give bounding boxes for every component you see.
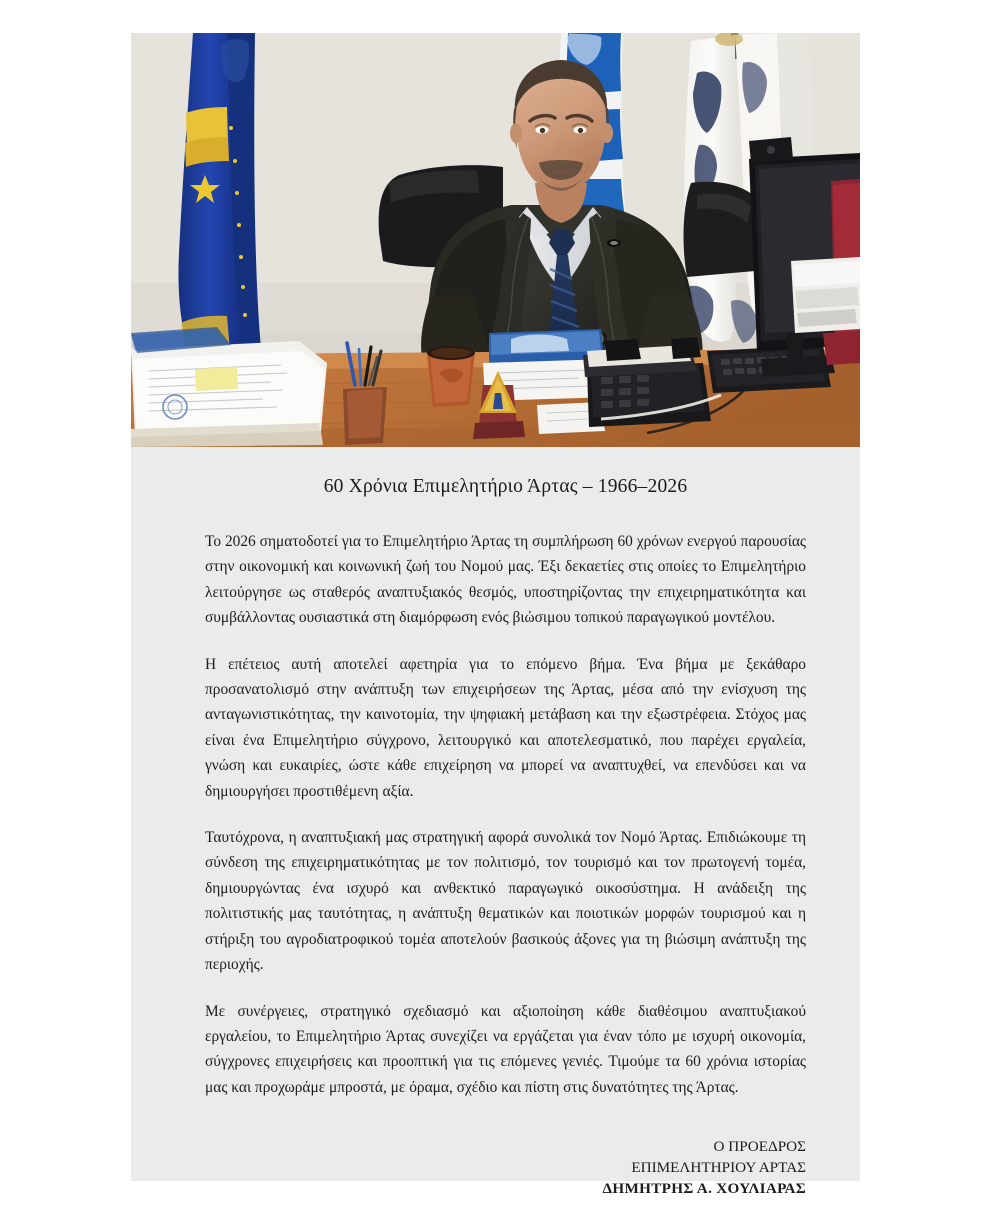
letter-body <box>131 447 860 1199</box>
signature-organization: ΕΠΙΜΕΛΗΤΗΡΙΟΥ ΑΡΤΑΣ <box>631 1159 806 1177</box>
paragraph-4: Με συνέργειες, στρατηγικό σχεδιασμό και αξιοποίηση κάθε διαθέσιμου αναπτυξιακού εργαλείου, το Επιμελητήριο Άρτας συνεχίζει να εργάζεται για έναν τόπο με ισχυρή οικονομία, σύγχρονες επιχειρήσεις και προοπτική για τις επόμενες γενιές. Τιμούμε τα 60 χρόνια ιστορίας μας και προχωράμε μπροστά, με όραμα, σχέδιο και πίστη στις δυνατότητες της Άρτας. <box>205 1002 806 1096</box>
photo-scene <box>131 33 860 447</box>
paragraph-1: Το 2026 σηματοδοτεί για το Επιμελητήριο Άρτας τη συμπλήρωση 60 χρόνων ενεργού παρουσίας στην οικονομική και κοινωνική ζωή του Νομού μας. Έξι δεκαετίες στις οποίες το Επιμελητήριο λειτούργησε ως σταθερός αναπτυξιακός θεσμός, υποστηρίζοντας την επιχειρηματικότητα και συμβάλλοντας ουσιαστικά στη διαμόρφωση ενός βιώσιμου τοπικού παραγωγικού μοντέλου. <box>205 533 806 627</box>
paragraph-2: Η επέτειος αυτή αποτελεί αφετηρία για το επόμενο βήμα. Ένα βήμα με ξεκάθαρο προσανατολισμό στην ανάπτυξη των επιχειρήσεων της Άρτας, μέσα από την ενίσχυση της ανταγωνιστικότητας, την καινοτομία, την ψηφιακή μετάβαση και την εξωστρέφεια. Στόχος μας είναι ένα Επιμελητήριο σύγχρονο, λειτουργικό και αποτελεσματικό, που παρέχει εργαλεία, γνώση και ευκαιρίες, ώστε κάθε επιχείρηση να μπορεί να αναπτυχθεί, να επενδύσει και να δημιουργήσει προστιθέμενη αξία. <box>205 655 806 800</box>
letter-card <box>131 33 860 1198</box>
president-photograph <box>131 33 860 447</box>
signature-block <box>205 1136 806 1199</box>
coffee-cup <box>427 346 475 407</box>
eu-flag <box>178 33 261 351</box>
paragraph-3: Ταυτόχρονα, η αναπτυξιακή μας στρατηγική αφορά συνολικά τον Νομό Άρτας. Επιδιώκουμε τη σύνδεση της επιχειρηματικότητας με τον πολιτισμό, τον τουρισμό και τον πρωτογενή τομέα, δημιουργώντας ένα ισχυρό και ανθεκτικό παραγωγικό οικοσύστημα. Η ανάδειξη της πολιτιστικής μας ταυτότητας, η ανάπτυξη θεματικών και ποιοτικών μορφών τουρισμού και η στήριξη του αγροδιατροφικού τομέα αποτελούν βασικούς άξονες για τη βιώσιμη ανάπτυξη της περιοχής. <box>205 829 806 974</box>
signature-role: Ο ΠΡΟΕΔΡΟΣ <box>713 1138 806 1156</box>
office-printer <box>791 257 860 333</box>
signature-name: ΔΗΜΗΤΡΗΣ Α. ΧΟΥΛΙΑΡΑΣ <box>602 1180 806 1198</box>
desk-documents <box>131 327 327 447</box>
page-title: 60 Χρόνια Επιμελητήριο Άρτας – 1966–2026 <box>323 476 688 497</box>
